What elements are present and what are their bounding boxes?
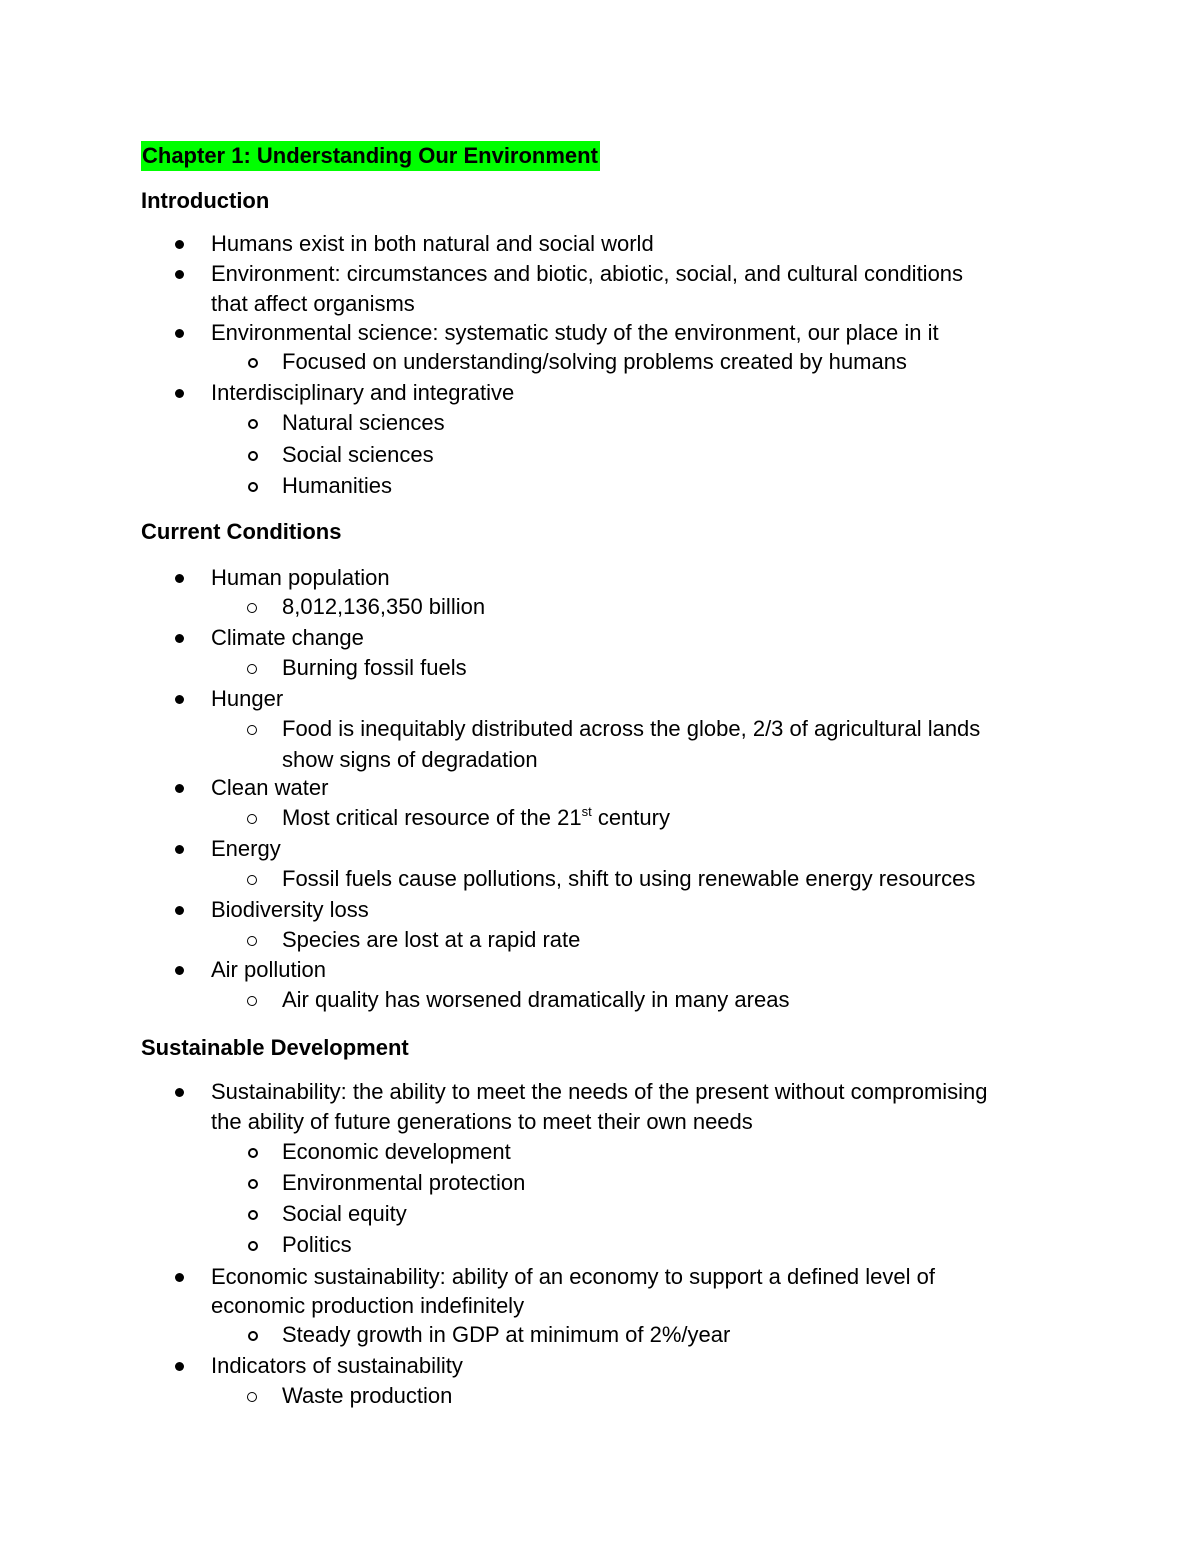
sub-list-item: Social equity xyxy=(282,1201,407,1226)
sub-list-item: Economic development xyxy=(282,1139,511,1164)
superscript-ordinal: st xyxy=(581,803,592,819)
ring-bullet-icon xyxy=(247,996,257,1006)
filled-bullet-icon xyxy=(175,1273,184,1282)
filled-bullet-icon xyxy=(175,389,184,398)
ring-bullet-icon xyxy=(248,482,258,492)
sub-list-item: 8,012,136,350 billion xyxy=(282,594,486,619)
ring-bullet-icon xyxy=(247,875,257,885)
section-heading-sustainable-development: Sustainable Development xyxy=(141,1035,409,1060)
ring-bullet-icon xyxy=(248,358,258,368)
list-item-continuation: the ability of future generations to meet their own needs xyxy=(211,1109,753,1134)
sub-list-item: Politics xyxy=(282,1232,352,1257)
list-item: Sustainability: the ability to meet the needs of the present without compromising xyxy=(211,1079,988,1104)
section-heading-introduction: Introduction xyxy=(141,188,270,213)
section-heading-current-conditions: Current Conditions xyxy=(141,519,342,544)
sub-list-item: Burning fossil fuels xyxy=(282,655,467,680)
sub-list-item-text-tail: century xyxy=(591,805,670,830)
ring-bullet-icon xyxy=(247,936,257,946)
ring-bullet-icon xyxy=(248,1210,258,1220)
sub-list-item: Waste production xyxy=(282,1383,453,1408)
ring-bullet-icon xyxy=(248,1179,258,1189)
filled-bullet-icon xyxy=(175,574,184,583)
list-item-continuation: that affect organisms xyxy=(211,291,415,316)
ring-bullet-icon xyxy=(248,451,258,461)
list-item: Environmental science: systematic study of the environment, our place in it xyxy=(211,320,939,345)
sub-list-item: Fossil fuels cause pollutions, shift to using renewable energy resources xyxy=(282,866,976,891)
ring-bullet-icon xyxy=(247,664,257,674)
list-item: Energy xyxy=(211,836,281,861)
list-item: Environment: circumstances and biotic, abiotic, social, and cultural conditions xyxy=(211,261,964,286)
sub-list-item: Social sciences xyxy=(282,442,434,467)
sub-list-item: Natural sciences xyxy=(282,410,445,435)
list-item: Air pollution xyxy=(211,957,326,982)
list-item: Climate change xyxy=(211,625,364,650)
sub-list-item: Humanities xyxy=(282,473,393,498)
filled-bullet-icon xyxy=(175,695,184,704)
ring-bullet-icon xyxy=(247,725,257,735)
ring-bullet-icon xyxy=(248,1148,258,1158)
ring-bullet-icon xyxy=(248,419,258,429)
ring-bullet-icon xyxy=(247,1392,257,1402)
filled-bullet-icon xyxy=(175,906,184,915)
list-item: Interdisciplinary and integrative xyxy=(211,380,515,405)
sub-list-item: Air quality has worsened dramatically in many areas xyxy=(282,987,790,1012)
sub-list-item-continuation: show signs of degradation xyxy=(282,747,538,772)
list-item: Economic sustainability: ability of an economy to support a defined level of xyxy=(211,1264,935,1289)
filled-bullet-icon xyxy=(175,1088,184,1097)
list-item: Biodiversity loss xyxy=(211,897,369,922)
sub-list-item: Food is inequitably distributed across the globe, 2/3 of agricultural lands xyxy=(282,716,981,741)
filled-bullet-icon xyxy=(175,634,184,643)
filled-bullet-icon xyxy=(175,966,184,975)
list-item: Humans exist in both natural and social world xyxy=(211,231,654,256)
ring-bullet-icon xyxy=(247,814,257,824)
ring-bullet-icon xyxy=(248,1241,258,1251)
ring-bullet-icon xyxy=(248,1331,258,1341)
sub-list-item: Steady growth in GDP at minimum of 2%/year xyxy=(282,1322,731,1347)
sub-list-item-text: Most critical resource of the 21 xyxy=(282,805,582,830)
filled-bullet-icon xyxy=(175,784,184,793)
ring-bullet-icon xyxy=(247,603,257,613)
list-item: Hunger xyxy=(211,686,284,711)
sub-list-item: Focused on understanding/solving problems created by humans xyxy=(282,349,907,374)
sub-list-item xyxy=(282,803,670,833)
list-item: Human population xyxy=(211,565,390,590)
sub-list-item: Environmental protection xyxy=(282,1170,526,1195)
sub-list-item: Species are lost at a rapid rate xyxy=(282,927,581,952)
filled-bullet-icon xyxy=(175,1362,184,1371)
list-item: Indicators of sustainability xyxy=(211,1353,463,1378)
list-item: Clean water xyxy=(211,775,329,800)
filled-bullet-icon xyxy=(175,845,184,854)
filled-bullet-icon xyxy=(175,329,184,338)
filled-bullet-icon xyxy=(175,270,184,279)
filled-bullet-icon xyxy=(175,240,184,249)
list-item-continuation: economic production indefinitely xyxy=(211,1293,525,1318)
page-title: Chapter 1: Understanding Our Environment xyxy=(141,141,600,171)
